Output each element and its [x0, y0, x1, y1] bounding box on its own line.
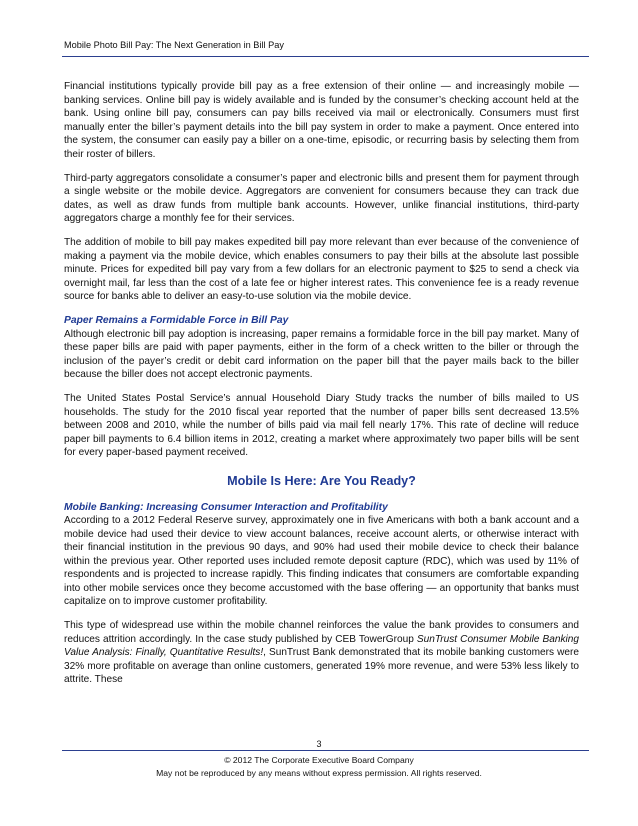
paragraph-usps-study: The United States Postal Service’s annual Household Diary Study tracks the number of bills mailed to US households. The study for the 2010 fiscal year reported that the number of paper bills sent decreased 13.5% between 2008 and 2010, while the number of bills paid via mail fell nearly 17%. This rate of decline will reduce paper bill payments to 6.4 billion items in 2012, creating a market where approximately two paper bills will be sent for every paper-based payment received. — [64, 393, 579, 458]
subhead-mobile-banking: Mobile Banking: Increasing Consumer Interaction and Profitability — [64, 501, 388, 513]
paragraph-suntrust-text-a: This type of widespread use within the mobile channel reinforces the value the bank provides to consumers and reduces attrition accordingly. In the case study published by CEB TowerGroup — [64, 620, 579, 645]
section-title-mobile-is-here: Mobile Is Here: Are You Ready? — [227, 473, 416, 488]
paragraph-suntrust-case-study — [64, 619, 579, 687]
page-number: 3 — [316, 739, 322, 749]
paragraph-third-party-aggregators: Third-party aggregators consolidate a consumer’s paper and electronic bills and present them for payment through a single website or the mobile device. Aggregators are convenient for consumers because they can track due dates, as well as draw funds from multiple bank accounts. However, unlike financial institutions, third-party aggregators charge a monthly fee for their services. — [64, 172, 579, 224]
paragraph-expedited-bill-pay: The addition of mobile to bill pay makes expedited bill pay more relevant than ever because of the convenience of making a payment via the mobile device, which enables consumers to pay their bills at the absolute last possible minute. Prices for expedited bill pay vary from a few dollars for an electronic payment to $25 to send a check via overnight mail, far less than the cost of a late fee or higher interest rates. This convenience fee is a ready revenue source for banks able to deliver an easy-to-use solution via the mobile device. — [64, 237, 579, 302]
footer-rule — [62, 750, 589, 751]
paragraph-suntrust-text-b: , SunTrust Bank demonstrated that its mobile banking customers were 32% more profitable on average than online customers, generated 19% more revenue, and were 53% less likely to attrite. These — [64, 647, 579, 685]
subhead-paper-remains: Paper Remains a Formidable Force in Bill Pay — [64, 315, 289, 326]
paragraph-paper-bills: Although electronic bill pay adoption is increasing, paper remains a formidable force in the bill pay market. Many of these paper bills are paid with paper payments, either in the form of a check written to the biller or through the inclusion of the payer’s credit or debit card information on the paper bill that the payer mails back to the biller because the biller does not accept electronic payments. — [64, 328, 579, 380]
paragraph-federal-reserve-survey: According to a 2012 Federal Reserve survey, approximately one in five Americans with both a bank account and a mobile device had used their device to view account balances, receive account alerts, or otherwise interact with their financial institution in the previous 90 days, and 90% had used their mobile device to check their balance within the previous year. Other reported uses included remote deposit capture (RDC), which was used by 11% of respondents and is projected to increase rapidly. This finding indicates that consumers are comfortable expanding into other mobile services once they become accustomed with the base offering — an opportunity that banks must capitalize on to improve customer profitability. — [64, 515, 579, 607]
footer-rights: May not be reproduced by any means without express permission. All rights reserved. — [156, 768, 482, 778]
paragraph-online-bill-pay: Financial institutions typically provide bill pay as a free extension of their online — and increasingly mobile — banking services. Online bill pay is widely available and is funded by the consumer’s checking account held at the bank. Using online bill pay, consumers can pay bills received via mail or electronically. Consumers must first manually enter the biller’s payment details into the bill pay system in order to make a payment. Once entered into the system, the consumer can easily pay a biller on a one-time, episodic, or recurring basis by selecting them from their roster of billers. — [64, 81, 579, 160]
case-study-title: SunTrust Consumer Mobile Banking Value Analysis: Finally, Quantitative Results! — [64, 633, 580, 658]
running-header-title: Mobile Photo Bill Pay: The Next Generation in Bill Pay — [64, 40, 284, 50]
header-rule — [62, 56, 589, 57]
page-body — [64, 80, 579, 697]
footer-copyright: © 2012 The Corporate Executive Board Company — [224, 755, 414, 765]
